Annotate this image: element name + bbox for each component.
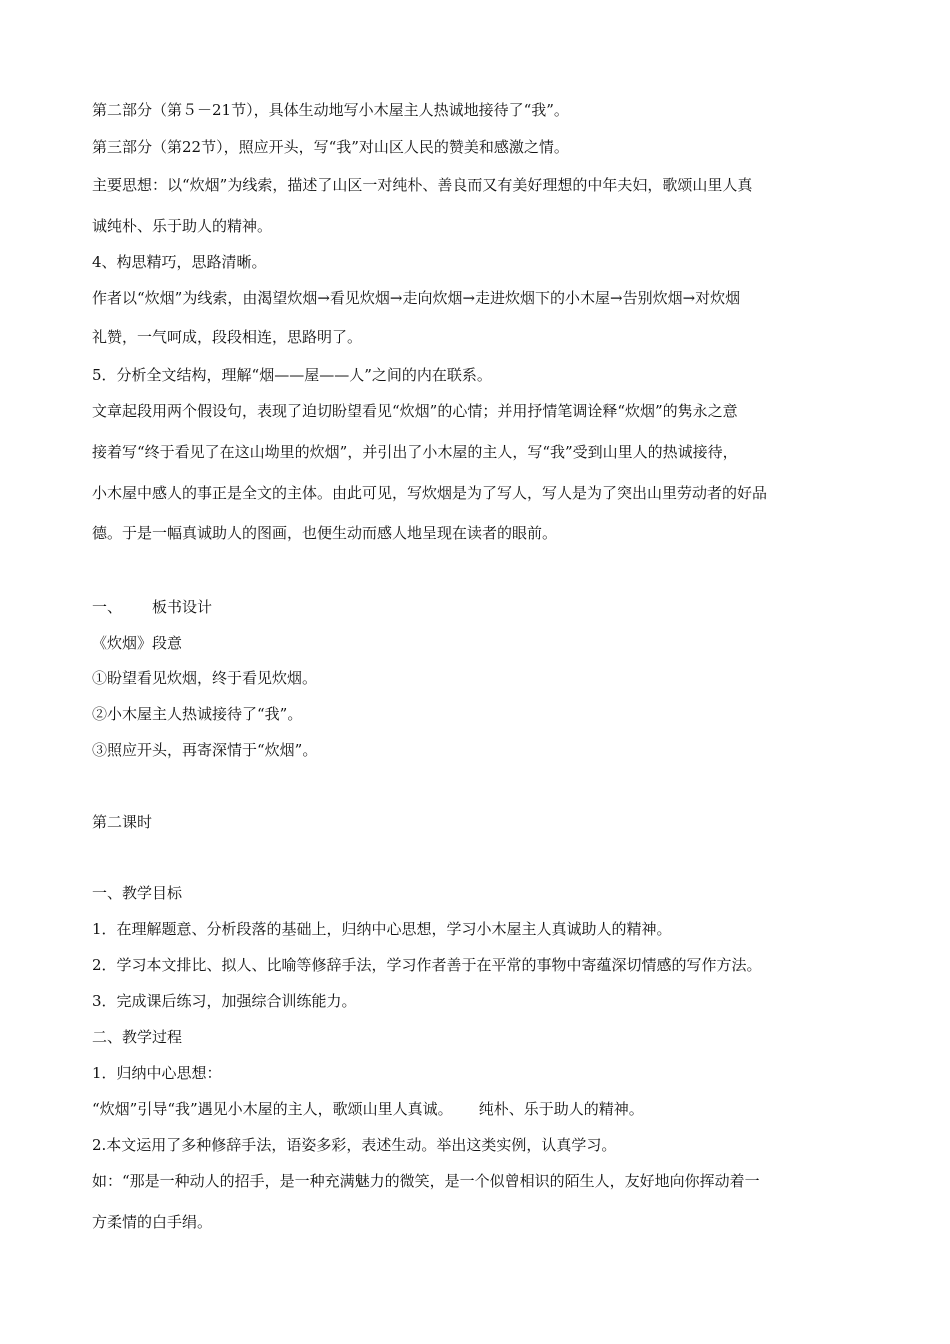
board-heading-title: 板书设计 (152, 598, 213, 616)
process-1: 1．归纳中心思想： (92, 1064, 222, 1082)
board-heading (92, 597, 890, 617)
board-item-1: ①盼望看见炊烟，终于看见炊烟。 (92, 669, 318, 687)
item5-line-1: 文章起段用两个假设句，表现了迫切盼望看见“炊烟”的心情；并用抒情笔调诠释“炊烟”的隽永之意 (92, 402, 738, 420)
item5-heading: 5．分析全文结构，理解“烟——屋——人”之间的内在联系。 (92, 366, 492, 384)
board-item-3: ③照应开头，再寄深情于“炊烟”。 (92, 741, 318, 759)
goal-3: 3．完成课后练习，加强综合训练能力。 (92, 992, 357, 1010)
process-heading: 二、教学过程 (92, 1028, 183, 1046)
board-heading-number: 一、 (92, 598, 123, 616)
process-2-example-line-1: 如：“那是一种动人的招手，是一种充满魅力的微笑，是一个似曾相识的陌生人，友好地向你挥动着一 (92, 1172, 760, 1190)
item4-line-1: 作者以“炊烟”为线索，由渴望炊烟→看见炊烟→走向炊烟→走进炊烟下的小木屋→告别炊烟→对炊烟 (92, 289, 741, 307)
main-idea-line-2: 诚纯朴、乐于助人的精神。 (92, 217, 273, 235)
item4-heading: 4、构思精巧，思路清晰。 (92, 253, 267, 271)
board-subtitle: 《炊烟》段意 (92, 634, 183, 652)
board-item-2: ②小木屋主人热诚接待了“我”。 (92, 705, 303, 723)
process-2-example-line-2: 方柔情的白手绢。 (92, 1213, 213, 1231)
main-idea-line-1: 主要思想：以“炊烟”为线索，描述了山区一对纯朴、善良而又有美好理想的中年夫妇，歌颂山里人真 (92, 176, 753, 194)
item5-line-4: 德。于是一幅真诚助人的图画，也便生动而感人地呈现在读者的眼前。 (92, 524, 558, 542)
goal-1: 1．在理解题意、分析段落的基础上，归纳中心思想，学习小木屋主人真诚助人的精神。 (92, 920, 672, 938)
item5-line-3: 小木屋中感人的事正是全文的主体。由此可见，写炊烟是为了写人，写人是为了突出山里劳动者的好品 (92, 484, 768, 502)
goal-2: 2．学习本文排比、拟人、比喻等修辞手法，学习作者善于在平常的事物中寄蕴深切情感的写作方法。 (92, 956, 762, 974)
paragraph-part2: 第二部分（第５－21节），具体生动地写小木屋主人热诚地接待了“我”。 (92, 101, 569, 119)
goals-heading: 一、教学目标 (92, 884, 183, 902)
process-1-detail-part1: “炊烟”引导“我”遇见小木屋的主人，歌颂山里人真诚。 (92, 1100, 453, 1118)
process-1-detail-part2: 纯朴、乐于助人的精神。 (478, 1100, 644, 1118)
process-1-detail (92, 1099, 890, 1119)
item4-line-2: 礼赞，一气呵成，段段相连，思路明了。 (92, 328, 363, 346)
process-2: 2.本文运用了多种修辞手法，语姿多彩，表述生动。举出这类实例，认真学习。 (92, 1136, 617, 1154)
paragraph-part3: 第三部分（第22节），照应开头，写“我”对山区人民的赞美和感激之情。 (92, 138, 569, 156)
lesson-heading: 第二课时 (92, 813, 153, 831)
item5-line-2: 接着写“终于看见了在这山坳里的炊烟”，并引出了小木屋的主人，写“我”受到山里人的热诚接待， (92, 443, 738, 461)
